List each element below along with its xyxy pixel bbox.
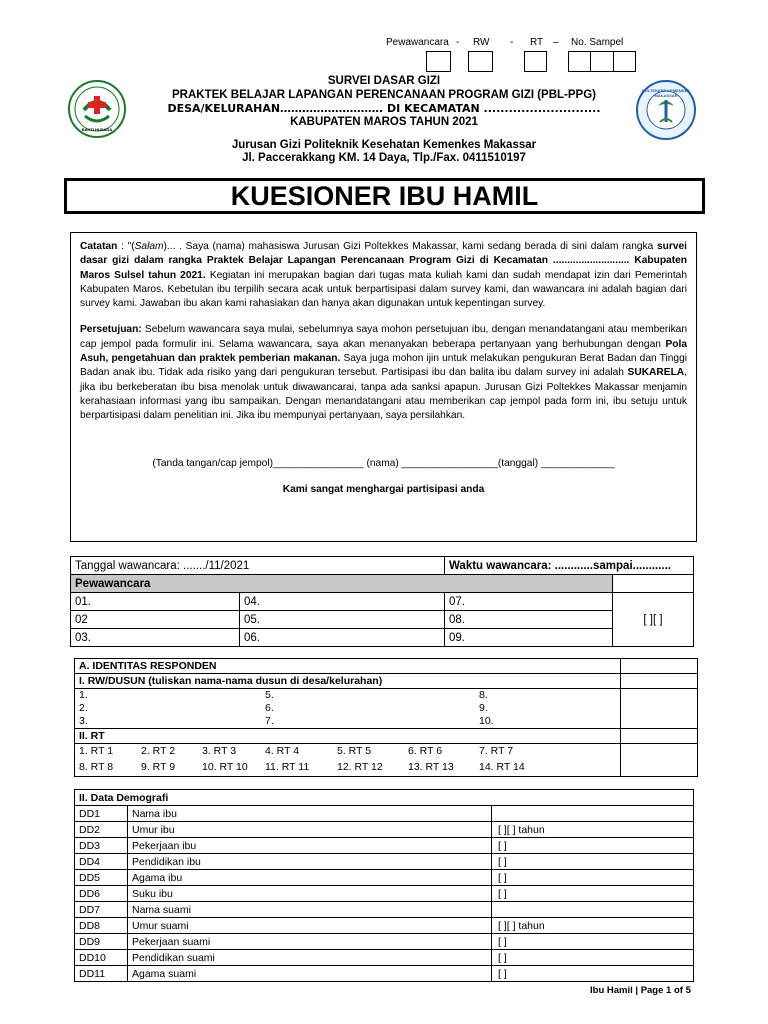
rw-item[interactable]: 8.	[479, 689, 488, 701]
demografi-row	[75, 886, 694, 902]
rt-list	[75, 744, 621, 777]
rw-item[interactable]: 9.	[479, 702, 488, 714]
question-label: Pekerjaan ibu	[128, 838, 492, 854]
question-label: Pekerjaan suami	[128, 934, 492, 950]
sampel-code-box-3[interactable]	[613, 51, 636, 72]
label-pewawancara: Pewawancara	[386, 37, 449, 48]
rt-option[interactable]: 8. RT 8	[79, 761, 114, 773]
question-label: Agama suami	[128, 966, 492, 982]
rt-option[interactable]: 1. RT 1	[79, 745, 114, 757]
answer-field[interactable]	[492, 902, 694, 918]
demografi-row	[75, 966, 694, 982]
rw-item[interactable]: 7.	[265, 715, 274, 727]
right-logo-text: POLTEKKES KEMENKES MAKASSAR	[642, 88, 690, 98]
question-code: DD3	[75, 838, 128, 854]
rw-list	[75, 689, 621, 729]
interviewer-cell[interactable]: 09.	[445, 629, 613, 647]
rt-option[interactable]: 6. RT 6	[408, 745, 443, 757]
rw-item[interactable]: 10.	[479, 715, 494, 727]
pewawancara-code-box[interactable]	[426, 51, 451, 72]
answer-field[interactable]: [ ][ ] tahun	[492, 822, 694, 838]
blank-cell	[621, 744, 698, 777]
rw-item[interactable]: 2.	[79, 702, 88, 714]
demografi-row	[75, 854, 694, 870]
question-code: DD9	[75, 934, 128, 950]
demografi-row	[75, 918, 694, 934]
rt-option[interactable]: 7. RT 7	[479, 745, 514, 757]
question-code: DD2	[75, 822, 128, 838]
header-desa: DESA/KELURAHAN………………………. DI KECAMATAN ............................	[167, 102, 601, 115]
question-label: Agama ibu	[128, 870, 492, 886]
rw-item[interactable]: 1.	[79, 689, 88, 701]
identitas-table	[74, 658, 698, 777]
label-rw: RW	[473, 37, 490, 48]
rt-option[interactable]: 12. RT 12	[337, 761, 383, 773]
question-code: DD8	[75, 918, 128, 934]
code-separator: -	[456, 37, 460, 48]
question-label: Pendidikan suami	[128, 950, 492, 966]
question-code: DD5	[75, 870, 128, 886]
question-label: Nama suami	[128, 902, 492, 918]
sampel-code-box-2[interactable]	[590, 51, 614, 72]
interviewer-cell[interactable]: 05.	[240, 611, 445, 629]
page-title: KUESIONER IBU HAMIL	[64, 178, 705, 214]
interviewer-cell[interactable]: 06.	[240, 629, 445, 647]
question-code: DD11	[75, 966, 128, 982]
answer-field[interactable]: [ ]	[492, 854, 694, 870]
interviewer-cell[interactable]: 01.	[71, 593, 240, 611]
rt-option[interactable]: 13. RT 13	[408, 761, 454, 773]
answer-field[interactable]: [ ]	[492, 886, 694, 902]
question-code: DD7	[75, 902, 128, 918]
question-label: Suku ibu	[128, 886, 492, 902]
rt-title: II. RT	[75, 729, 621, 744]
header-survey: SURVEI DASAR GIZI	[327, 75, 441, 87]
left-logo-text: BAKTI HUSADA	[81, 127, 113, 132]
demografi-title: II. Data Demografi	[75, 790, 694, 806]
question-code: DD10	[75, 950, 128, 966]
rw-item[interactable]: 6.	[265, 702, 274, 714]
rt-option[interactable]: 14. RT 14	[479, 761, 525, 773]
interview-table	[70, 556, 694, 647]
demografi-row	[75, 838, 694, 854]
question-label: Pendidikan ibu	[128, 854, 492, 870]
header-jurusan: Jurusan Gizi Politeknik Kesehatan Kemenkes Makassar	[231, 139, 537, 151]
code-separator: –	[553, 37, 559, 48]
rw-item[interactable]: 5.	[265, 689, 274, 701]
demografi-row	[75, 950, 694, 966]
label-rt: RT	[530, 37, 544, 48]
signature-line[interactable]: (Tanda tangan/cap jempol)________________ (nama) _________________(tanggal) _____________	[152, 457, 615, 469]
rt-option[interactable]: 4. RT 4	[265, 745, 300, 757]
header-kabupaten: KABUPATEN MAROS TAHUN 2021	[290, 116, 478, 128]
rw-code-box[interactable]	[468, 51, 493, 72]
interviewer-cell[interactable]: 04.	[240, 593, 445, 611]
question-code: DD1	[75, 806, 128, 822]
code-separator: -	[510, 37, 514, 48]
consent-box	[70, 232, 697, 542]
rt-option[interactable]: 5. RT 5	[337, 745, 372, 757]
answer-field[interactable]: [ ]	[492, 934, 694, 950]
waktu-wawancara[interactable]: Waktu wawancara: ............sampai............	[445, 557, 694, 575]
question-label: Umur ibu	[128, 822, 492, 838]
rt-option[interactable]: 10. RT 10	[202, 761, 248, 773]
blank-cell	[621, 674, 698, 689]
question-code: DD6	[75, 886, 128, 902]
answer-field[interactable]: [ ]	[492, 966, 694, 982]
pewawancara-blank	[613, 575, 694, 593]
rw-title: I. RW/DUSUN (tuliskan nama-nama dusun di desa/kelurahan)	[75, 674, 621, 689]
section-a-title: A. IDENTITAS RESPONDEN	[75, 659, 621, 674]
header-address: Jl. Paccerakkang KM. 14 Daya, Tlp./Fax. 0411510197	[242, 152, 526, 164]
demografi-row	[75, 806, 694, 822]
answer-field[interactable]: [ ]	[492, 838, 694, 854]
sampel-code-box-1[interactable]	[568, 51, 591, 72]
question-code: DD4	[75, 854, 128, 870]
thanks-text: Kami sangat menghargai partisipasi anda	[282, 483, 485, 495]
page-footer: Ibu Hamil | Page 1 of 5	[590, 985, 691, 996]
blank-cell	[621, 689, 698, 729]
demografi-table	[74, 789, 694, 982]
question-label: Nama ibu	[128, 806, 492, 822]
pewawancara-header: Pewawancara	[71, 575, 613, 593]
label-no-sampel: No. Sampel	[571, 37, 624, 48]
demografi-row	[75, 934, 694, 950]
answer-field[interactable]	[492, 806, 694, 822]
rt-option[interactable]: 3. RT 3	[202, 745, 237, 757]
blank-cell	[621, 729, 698, 744]
interviewer-code[interactable]: [ ][ ]	[613, 593, 694, 647]
interviewer-cell[interactable]: 02	[71, 611, 240, 629]
rw-item[interactable]: 3.	[79, 715, 88, 727]
blank-cell	[621, 659, 698, 674]
catatan-paragraph: Catatan : "(Salam)... . Saya (nama) mahasiswa Jurusan Gizi Poltekkes Makassar, kami sedang berada di sini dalam rangka survei dasar gizi dalam rangka Praktek Belajar Lapangan Perencanaan Program Gizi di Kecamatan ........................... Kabupaten Maros Sulsel tahun 2021. Kegiatan ini merupakan bagian dari tugas mata kuliah kami dan sudah mendapat izin dari Pemerintah Kabupaten Maros. Kebetulan ibu terpilih secara acak untuk berpartisipasi dalam survey kami, dan wawancara ini adalah bagian dari survey kami. Jawaban ibu akan kami rahasiakan dan hanya akan digunakan untuk kepentingan survey.	[80, 241, 687, 310]
header-pbl: PRAKTEK BELAJAR LAPANGAN PERENCANAAN PROGRAM GIZI (PBL-PPG)	[171, 89, 597, 101]
demografi-row	[75, 902, 694, 918]
answer-field[interactable]: [ ]	[492, 870, 694, 886]
question-label: Umur suami	[128, 918, 492, 934]
answer-field[interactable]: [ ][ ] tahun	[492, 918, 694, 934]
interviewer-cell[interactable]: 08.	[445, 611, 613, 629]
rt-option[interactable]: 9. RT 9	[141, 761, 176, 773]
interviewer-cell[interactable]: 07.	[445, 593, 613, 611]
answer-field[interactable]: [ ]	[492, 950, 694, 966]
tanggal-wawancara[interactable]: Tanggal wawancara: ......./11/2021	[71, 557, 445, 575]
rt-option[interactable]: 11. RT 11	[265, 761, 310, 773]
persetujuan-paragraph: Persetujuan: Sebelum wawancara saya mulai, sebelumnya saya mohon persetujuan ibu, dengan menandatangani atau memberikan cap jempol pada formulir ini. Selama wawancara, saya akan menanyakan beberapa pertanyaan yang berhubungan dengan Pola Asuh, pengetahuan dan praktek pemberian makanan. Saya juga mohon ijin untuk melakukan pengukuran Berat Badan dan Tinggi Badan anak ibu. Tidak ada risiko yang dari pengukuran tersebut. Partisipasi ibu dan balita ibu dalam survey ini adalah SUKARELA, jika ibu berkeberatan ibu bisa menolak untuk diwawancarai, tanpa ada sanksi apapun. Jurusan Gizi Poltekkes Makassar menjamin kerahasiaan informasi yang ibu sampaikan. Dengan menandatangani atau memberikan cap jempol pada form ini, ibu setuju untuk berpartisipasi dalam penelitian ini. Jika ibu mempunyai pertanyaan, saya persilahkan.	[80, 324, 688, 422]
interviewer-cell[interactable]: 03.	[71, 629, 240, 647]
rt-option[interactable]: 2. RT 2	[141, 745, 176, 757]
rt-code-box[interactable]	[524, 51, 547, 72]
demografi-row	[75, 870, 694, 886]
demografi-row	[75, 822, 694, 838]
demografi-rows	[75, 806, 694, 982]
